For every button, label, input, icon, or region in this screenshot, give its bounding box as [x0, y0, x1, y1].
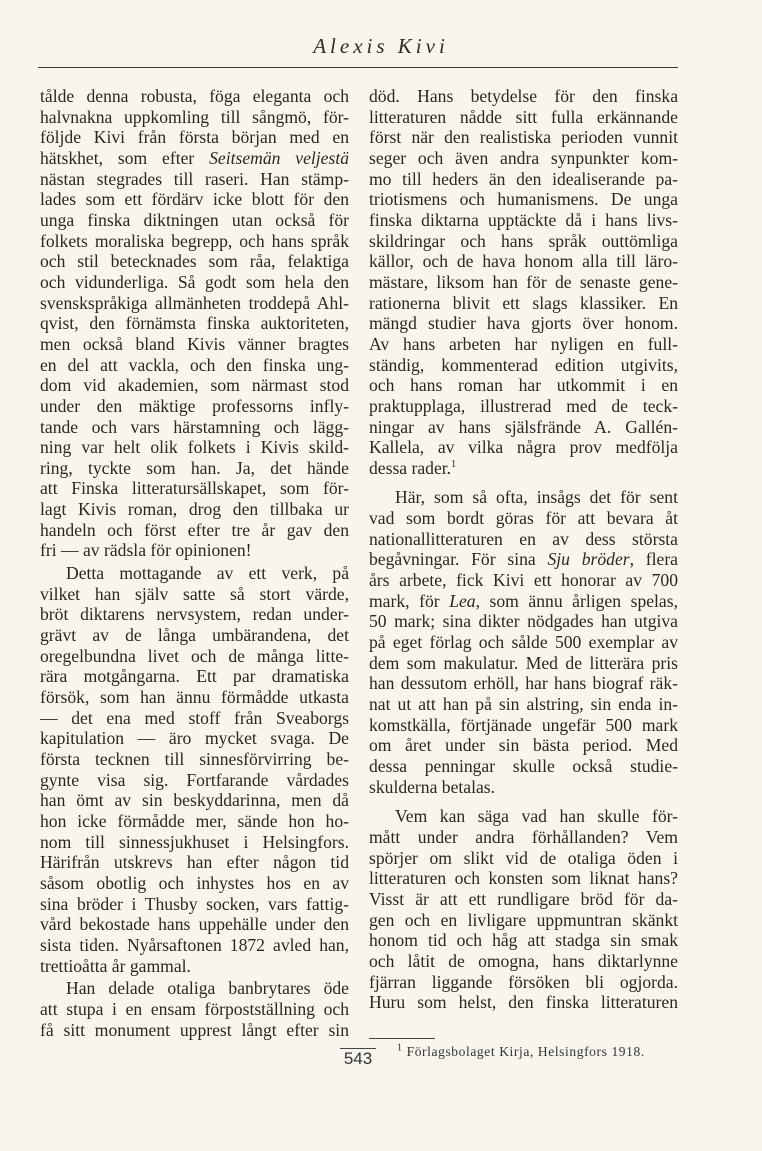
text-line — [40, 935, 349, 956]
text-line — [40, 790, 349, 811]
text-segment: folkets moraliska begrepp, och hans språk — [40, 230, 349, 251]
text-segment: att Finska litteratursällskapet, som för- — [40, 478, 349, 499]
text-line — [40, 458, 349, 479]
right-column — [369, 86, 678, 1013]
text-segment: — det ena med stoff från Sveaborgs — [40, 707, 349, 728]
text-segment: trettioåtta år gammal. — [40, 955, 191, 976]
text-line — [369, 272, 678, 293]
text-segment: qvist, den förnämsta finska auktoriteten, — [40, 313, 349, 334]
text-segment: skildringar och hans språk outtömliga — [369, 230, 678, 251]
text-line — [369, 992, 678, 1013]
text-segment: skulderna betalas. — [369, 776, 496, 797]
text-line — [369, 756, 678, 777]
text-line — [40, 584, 349, 605]
text-line — [369, 148, 678, 169]
text-segment: mängd studier hava gjorts över honom. — [369, 313, 678, 334]
text-segment: dessa rader. — [369, 457, 452, 478]
text-segment: triotismens och humanismens. De unga — [369, 189, 678, 210]
text-segment: mästare, liksom han för de senaste gene- — [369, 271, 678, 292]
running-head: Alexis Kivi — [313, 34, 449, 58]
text-segment: en del att vackla, och den finska ung- — [40, 354, 349, 375]
text-segment: vilket han själv satte så stort värde, — [40, 583, 349, 604]
italic-title: Seitsemän veljestä — [209, 147, 349, 168]
text-segment: Detta mottagande av ett verk, på — [66, 563, 349, 584]
text-segment: han ömt av sin beskyddarinna, men då — [40, 790, 349, 811]
paragraph — [40, 86, 349, 561]
text-line — [369, 231, 678, 252]
text-segment: först när den realistiska perioden vunnit — [369, 127, 678, 148]
text-segment: och vidunderliga. Så godt som hela den — [40, 271, 349, 292]
text-line — [40, 708, 349, 729]
text-segment: ring, tyckte som han. Ja, det hände — [40, 457, 349, 478]
italic-title: Sju bröder — [547, 549, 630, 570]
text-segment: fjärran liggande försöken bli ogjorda. — [369, 971, 678, 992]
text-line — [40, 169, 349, 190]
text-segment: dessa penningar skulle också studie- — [369, 756, 678, 776]
text-line — [369, 293, 678, 314]
text-line — [369, 169, 678, 190]
text-segment: gen och en livligare uppmuntran skänkt — [369, 909, 678, 930]
text-line — [40, 852, 349, 873]
footnote-reference: 1 — [451, 458, 457, 470]
text-segment: oregelbundna livet och de många litte- — [40, 645, 349, 666]
text-segment: fri — av rädsla för opinionen! — [40, 540, 252, 561]
text-line — [369, 334, 678, 355]
text-line — [40, 811, 349, 832]
text-segment: Vem kan säga vad han skulle för- — [395, 806, 678, 827]
text-line — [40, 1020, 349, 1041]
footnote-marker: 1 — [397, 1042, 403, 1054]
text-line — [40, 499, 349, 520]
text-segment: och låtit de omogna, hans diktarlynne — [369, 950, 678, 971]
text-segment: källor, och de hava honom alla till läro- — [369, 251, 678, 272]
text-segment: honom tid och håg att stadga sin smak — [369, 930, 678, 951]
text-segment: nationallitteraturen en av dess största — [369, 528, 678, 549]
text-line — [369, 910, 678, 931]
text-line — [369, 868, 678, 889]
text-segment: praktupplaga, illustrerad med de teck- — [369, 395, 678, 416]
text-line — [40, 375, 349, 396]
text-segment: och stil betecknades som råa, felaktiga — [40, 251, 349, 272]
text-segment: Kallela, av vilka några prov medfölja — [369, 437, 678, 458]
text-segment: Visst är att ett rundligare bröd för da- — [369, 888, 678, 909]
text-segment: lagt Kivis roman, drog den tillbaka ur — [40, 499, 349, 520]
paragraph — [40, 978, 349, 1040]
text-segment: Huru som helst, den finska litteraturen — [369, 992, 678, 1013]
text-line — [369, 930, 678, 951]
text-line — [369, 417, 678, 438]
paragraph — [40, 563, 349, 976]
text-line — [40, 189, 349, 210]
text-line — [369, 508, 678, 529]
header-rule — [38, 67, 678, 68]
text-segment: mo till heders än den idealiserande pa- — [369, 168, 678, 189]
text-line — [369, 570, 678, 591]
text-line — [369, 487, 678, 508]
italic-title: Lea — [449, 590, 476, 611]
text-line — [40, 251, 349, 272]
text-segment: halvnakna uppkomling till sångmö, för- — [40, 106, 349, 127]
text-line — [369, 715, 678, 736]
text-segment: bröt diktarens nervsystem, redan under- — [40, 604, 349, 625]
text-line — [40, 437, 349, 458]
text-segment: följde Kivi från första början med en — [40, 127, 349, 148]
text-line — [40, 540, 349, 561]
text-segment: ning var helt olik folkets i Kivis skild- — [40, 437, 349, 458]
text-line — [40, 832, 349, 853]
text-line — [40, 148, 349, 169]
text-line — [40, 334, 349, 355]
text-segment: begåvningar. För sina — [369, 549, 548, 570]
text-line — [40, 604, 349, 625]
footnote — [397, 1044, 645, 1060]
text-segment: handeln och först efter tre år gav den — [40, 519, 349, 540]
text-line — [40, 749, 349, 770]
text-segment: mått under andra förhållanden? Vem — [369, 826, 678, 847]
text-segment: dom vid akademien, som närmast stod — [40, 375, 349, 396]
text-line — [40, 86, 349, 107]
text-line — [40, 107, 349, 128]
text-segment: finska diktarna upptäckte då i hans livs- — [369, 209, 678, 230]
text-segment: komstkälla, förtjänade ungefär 500 mark — [369, 714, 678, 735]
text-segment: kapitulation — äro mycket svaga. De — [40, 728, 349, 749]
text-line — [40, 894, 349, 915]
text-segment: på eget förlag och sålde 500 exemplar av — [369, 632, 678, 653]
page-number: 543 — [343, 1049, 373, 1068]
text-segment: Av hans arbeten har nyligen en full- — [369, 333, 678, 354]
text-line — [40, 770, 349, 791]
text-line — [369, 375, 678, 396]
text-line — [369, 251, 678, 272]
text-segment: grävt av de långa umbärandena, det — [40, 625, 349, 646]
text-segment: tande och vars härstamning och lägg- — [40, 416, 349, 437]
text-line — [40, 563, 349, 584]
text-line — [40, 873, 349, 894]
text-segment: lades som ett fördärv icke blott för den — [40, 189, 349, 210]
text-line — [369, 806, 678, 827]
text-segment: såsom obotlig och inhystes hos en av — [40, 872, 349, 893]
text-segment: hätskhet, som efter — [40, 147, 210, 168]
text-line — [40, 999, 349, 1020]
text-segment: svenskspråkiga allmänheten troddepå Ahl- — [40, 292, 349, 313]
text-line — [40, 520, 349, 541]
text-line — [369, 355, 678, 376]
text-line — [40, 478, 349, 499]
text-segment: han dessutom erhöll, har hans biograf räk- — [369, 673, 678, 694]
text-line — [40, 625, 349, 646]
text-line — [40, 978, 349, 999]
text-segment: men också bland Kivis vänner bragtes — [40, 333, 349, 354]
text-segment: , som ännu årligen spelas, — [475, 590, 678, 611]
text-line — [369, 972, 678, 993]
text-segment: om året under sin bästa period. Med — [369, 735, 678, 756]
text-segment: vad som bordt göras för att bevara åt — [369, 508, 678, 529]
text-segment: Han delade otaliga banbrytares öde — [66, 978, 349, 999]
text-line — [369, 735, 678, 756]
left-column — [40, 86, 349, 1040]
text-line — [369, 86, 678, 107]
text-line — [369, 653, 678, 674]
text-line — [40, 956, 349, 977]
text-line — [40, 914, 349, 935]
text-segment: Här, som så ofta, insågs det för sent — [395, 487, 678, 508]
text-segment: unga finska diktningen utan också för — [40, 209, 349, 230]
text-segment: Härifrån utskrevs han efter någon tid — [40, 852, 349, 873]
text-line — [40, 210, 349, 231]
text-line — [40, 313, 349, 334]
text-line — [369, 458, 678, 479]
text-segment: dem som makulatur. Med de litterära pris — [369, 652, 678, 673]
text-line — [40, 417, 349, 438]
text-line — [40, 231, 349, 252]
footnote-rule — [369, 1038, 435, 1039]
text-segment: sista tiden. Nyårsaftonen 1872 avled han, — [40, 934, 349, 955]
text-line — [369, 210, 678, 231]
text-segment: vård bekostade hans uppehälle under den — [40, 914, 349, 935]
text-segment: 50 mark; sina dikter nödgades han utgiva — [369, 611, 678, 632]
text-segment: års arbete, fick Kivi ett honorar av 700 — [369, 570, 678, 591]
text-line — [40, 687, 349, 708]
text-line — [369, 313, 678, 334]
text-segment: litteraturen nådde sitt fulla erkännande — [369, 106, 678, 127]
text-segment: litteraturen och konsten som liknat hans? — [369, 868, 678, 889]
text-line — [369, 951, 678, 972]
text-segment: tålde denna robusta, föga eleganta och — [40, 86, 349, 106]
text-line — [369, 777, 678, 798]
text-segment: få sitt monument upprest långt efter sin — [40, 1019, 349, 1040]
paragraph — [369, 86, 678, 478]
paragraph — [369, 487, 678, 797]
text-line — [369, 611, 678, 632]
text-line — [369, 396, 678, 417]
text-line — [40, 646, 349, 667]
text-segment: seger och även andra synpunkter kom- — [369, 147, 678, 168]
text-segment: ningar av hans själsfrände A. Gallén- — [369, 416, 678, 437]
text-line — [369, 529, 678, 550]
text-line — [369, 107, 678, 128]
text-line — [369, 549, 678, 570]
text-line — [40, 355, 349, 376]
text-segment: död. Hans betydelse för den finska — [369, 86, 678, 106]
text-segment: mark, för — [369, 590, 450, 611]
text-line — [40, 728, 349, 749]
text-segment: rationerna blivit ett slags klassiker. En — [369, 292, 678, 313]
text-line — [369, 889, 678, 910]
footnote-text: Förlagsbolaget Kirja, Helsingfors 1918. — [406, 1044, 645, 1059]
text-segment: sina bröder i Thusby socken, vars fattig- — [40, 893, 349, 914]
text-line — [369, 673, 678, 694]
text-segment: nat ut att han på sin alstring, sin enda in- — [369, 694, 678, 715]
text-line — [40, 396, 349, 417]
text-segment: och hans roman har utkommit i en — [369, 375, 678, 396]
text-line — [369, 127, 678, 148]
text-line — [369, 591, 678, 612]
text-segment: spörjer om slikt vid de otaliga öden i — [369, 847, 678, 868]
text-line — [40, 272, 349, 293]
text-line — [369, 189, 678, 210]
text-line — [369, 848, 678, 869]
text-line — [369, 632, 678, 653]
text-segment: ständig, kommenterad edition utgivits, — [369, 354, 678, 375]
text-segment: , flera — [629, 549, 678, 570]
text-segment: nom till sinnessjukhuset i Helsingfors. — [40, 831, 349, 852]
text-segment: att stupa i en ensam förpostställning och — [40, 998, 349, 1019]
text-segment: hon icke förmådde mer, sände hon ho- — [40, 810, 349, 831]
text-segment: rära motgångarna. Ett par dramatiska — [40, 666, 349, 687]
text-segment: gynte visa sig. Fortfarande vårdades — [40, 769, 349, 790]
text-segment: under den mäktige professorns infly- — [40, 395, 349, 416]
text-segment: försök, som han ännu förmådde utkasta — [40, 687, 349, 708]
paragraph — [369, 806, 678, 1013]
text-line — [40, 293, 349, 314]
text-line — [369, 827, 678, 848]
text-segment: nästan stegrades till raseri. Han stämp- — [40, 168, 349, 189]
text-line — [369, 694, 678, 715]
text-line — [369, 437, 678, 458]
text-segment: första tecknen till sinnesförvirring be- — [40, 749, 349, 769]
text-line — [40, 666, 349, 687]
text-line — [40, 127, 349, 148]
